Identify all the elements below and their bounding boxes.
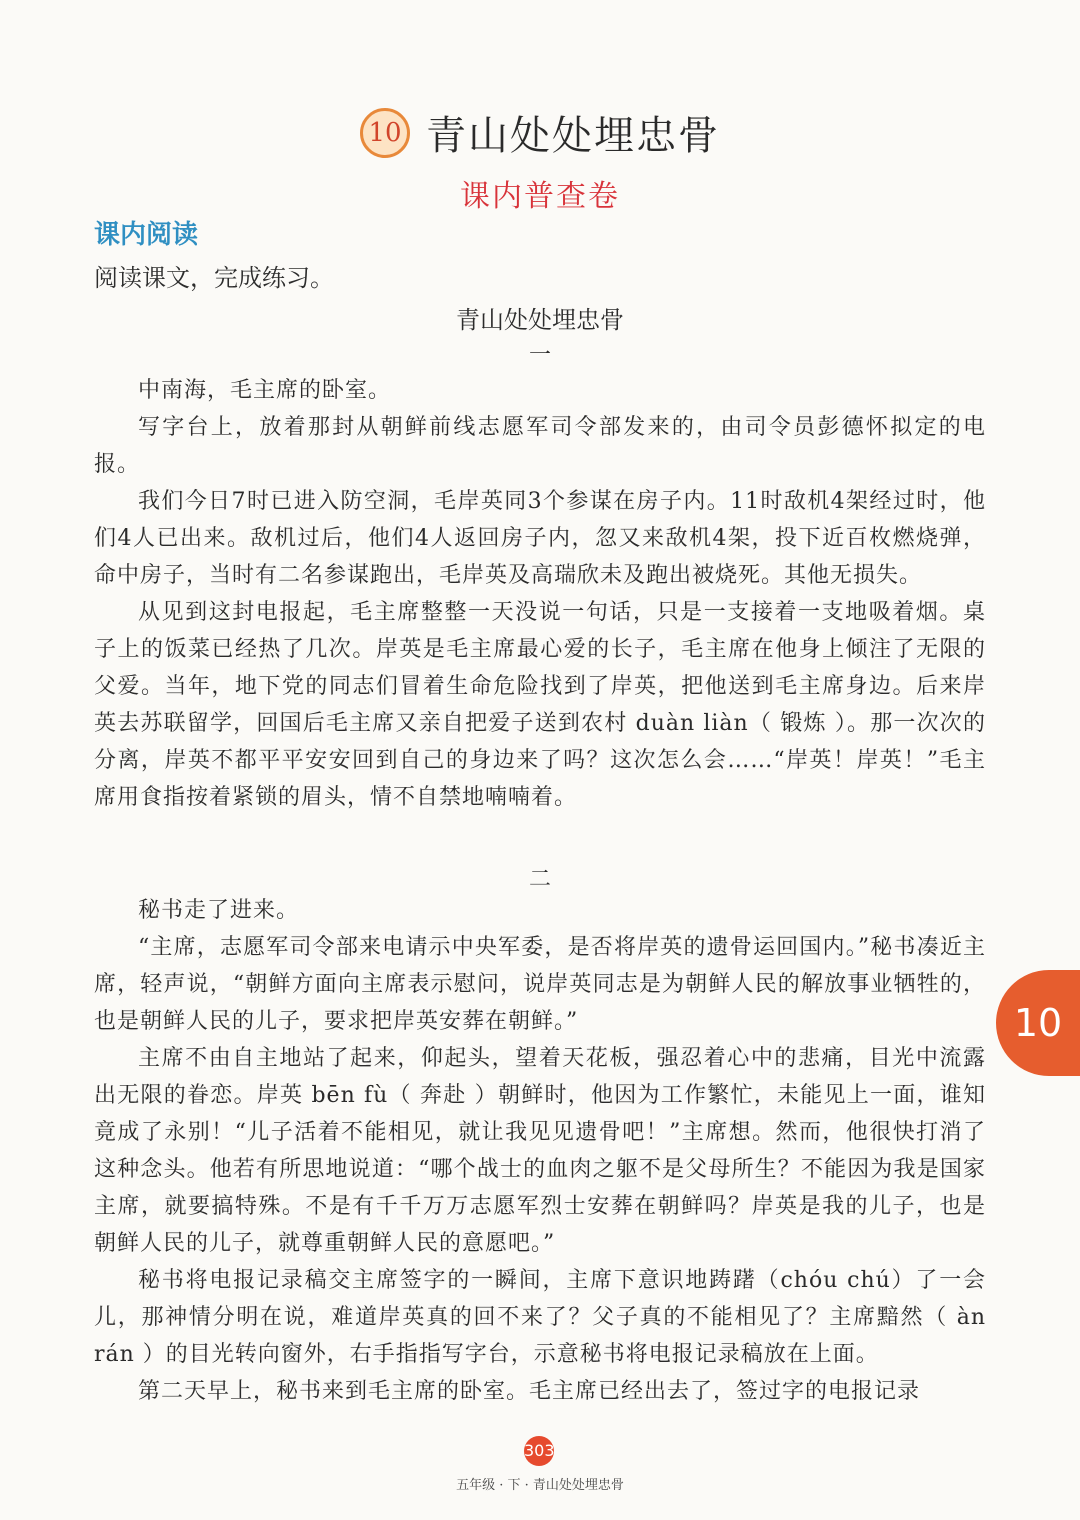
lesson-number-badge: 10 [360, 108, 410, 158]
article-part-two [94, 892, 986, 1410]
worksheet-subtitle: 课内普查卷 [460, 179, 620, 214]
paragraph: “主席，志愿军司令部来电请示中央军委，是否将岸英的遗骨运回国内。”秘书凑近主席，轻声说，“朝鲜方面向主席表示慰问，说岸英同志是为朝鲜人民的解放事业牺牲的，也是朝鲜人民的儿子，要求把岸英安葬在朝鲜。” [94, 935, 986, 1034]
part-one-mark: 一 [528, 343, 551, 368]
section-heading: 课内阅读 [94, 220, 199, 250]
paragraph: 中南海，毛主席的卧室。 [138, 378, 392, 403]
instruction-text: 阅读课文，完成练习。 [94, 264, 334, 292]
part-two-mark: 二 [528, 867, 551, 892]
paragraph: 主席不由自主地站了起来，仰起头，望着天花板，强忍着心中的悲痛，目光中流露出无限的眷恋。岸英 bēn fù（ 奔赴 ）朝鲜时，他因为工作繁忙，未能见上一面，谁知竟成了永别！“儿子活着不能相见，就让我见见遗骨吧！”主席想。然而，他很快打消了这种念头。他若有所思地说道：“哪个战士的血肉之躯不是父母所生？不能因为我是国家主席，就要搞特殊。不是有千千万万志愿军烈士安葬在朝鲜吗？岸英是我的儿子，也是朝鲜人民的儿子，就尊重朝鲜人民的意愿吧。” [94, 1046, 986, 1256]
paragraph: 第二天早上，秘书来到毛主席的卧室。毛主席已经出去了，签过字的电报记录 [138, 1379, 921, 1404]
lesson-title: 青山处处埋忠骨 [426, 113, 720, 159]
lesson-title-row [0, 104, 1080, 161]
page-number-badge: 303 [524, 1436, 554, 1466]
paragraph: 写字台上，放着那封从朝鲜前线志愿军司令部发来的，由司令员彭德怀拟定的电报。 [94, 415, 986, 477]
lesson-side-tab: 10 [996, 970, 1080, 1076]
paragraph: 从见到这封电报起，毛主席整整一天没说一句话，只是一支接着一支地吸着烟。桌子上的饭菜已经热了几次。岸英是毛主席最心爱的长子，毛主席在他身上倾注了无限的父爱。当年，地下党的同志们冒着生命危险找到了岸英，把他送到毛主席身边。后来岸英去苏联留学，回国后毛主席又亲自把爱子送到农村 duàn liàn（ 锻炼 ）。那一次次的分离，岸英不都平平安安回到自己的身边来了吗？这次怎么会……“岸英！岸英！”毛主席用食指按着紧锁的眉头，情不自禁地喃喃着。 [94, 600, 986, 810]
paragraph: 我们今日7时已进入防空洞，毛岸英同3个参谋在房子内。11时敌机4架经过时，他们4人已出来。敌机过后，他们4人返回房子内，忽又来敌机4架，投下近百枚燃烧弹，命中房子，当时有二名参谋跑出，毛岸英及高瑞欣未及跑出被烧死。其他无损失。 [94, 489, 986, 588]
paragraph: 秘书走了进来。 [138, 898, 300, 923]
page-footer: 五年级 · 下 · 青山处处埋忠骨 [456, 1478, 624, 1493]
article-part-one [94, 372, 986, 816]
lesson-header [0, 104, 1080, 215]
article-title: 青山处处埋忠骨 [456, 306, 624, 334]
paragraph: 秘书将电报记录稿交主席签字的一瞬间，主席下意识地踌躇（chóu chú）了一会儿，那神情分明在说，难道岸英真的回不来了？父子真的不能相见了？主席黯然（ àn rán ）的目光转向窗外，右手指指写字台，示意秘书将电报记录稿放在上面。 [94, 1268, 986, 1367]
